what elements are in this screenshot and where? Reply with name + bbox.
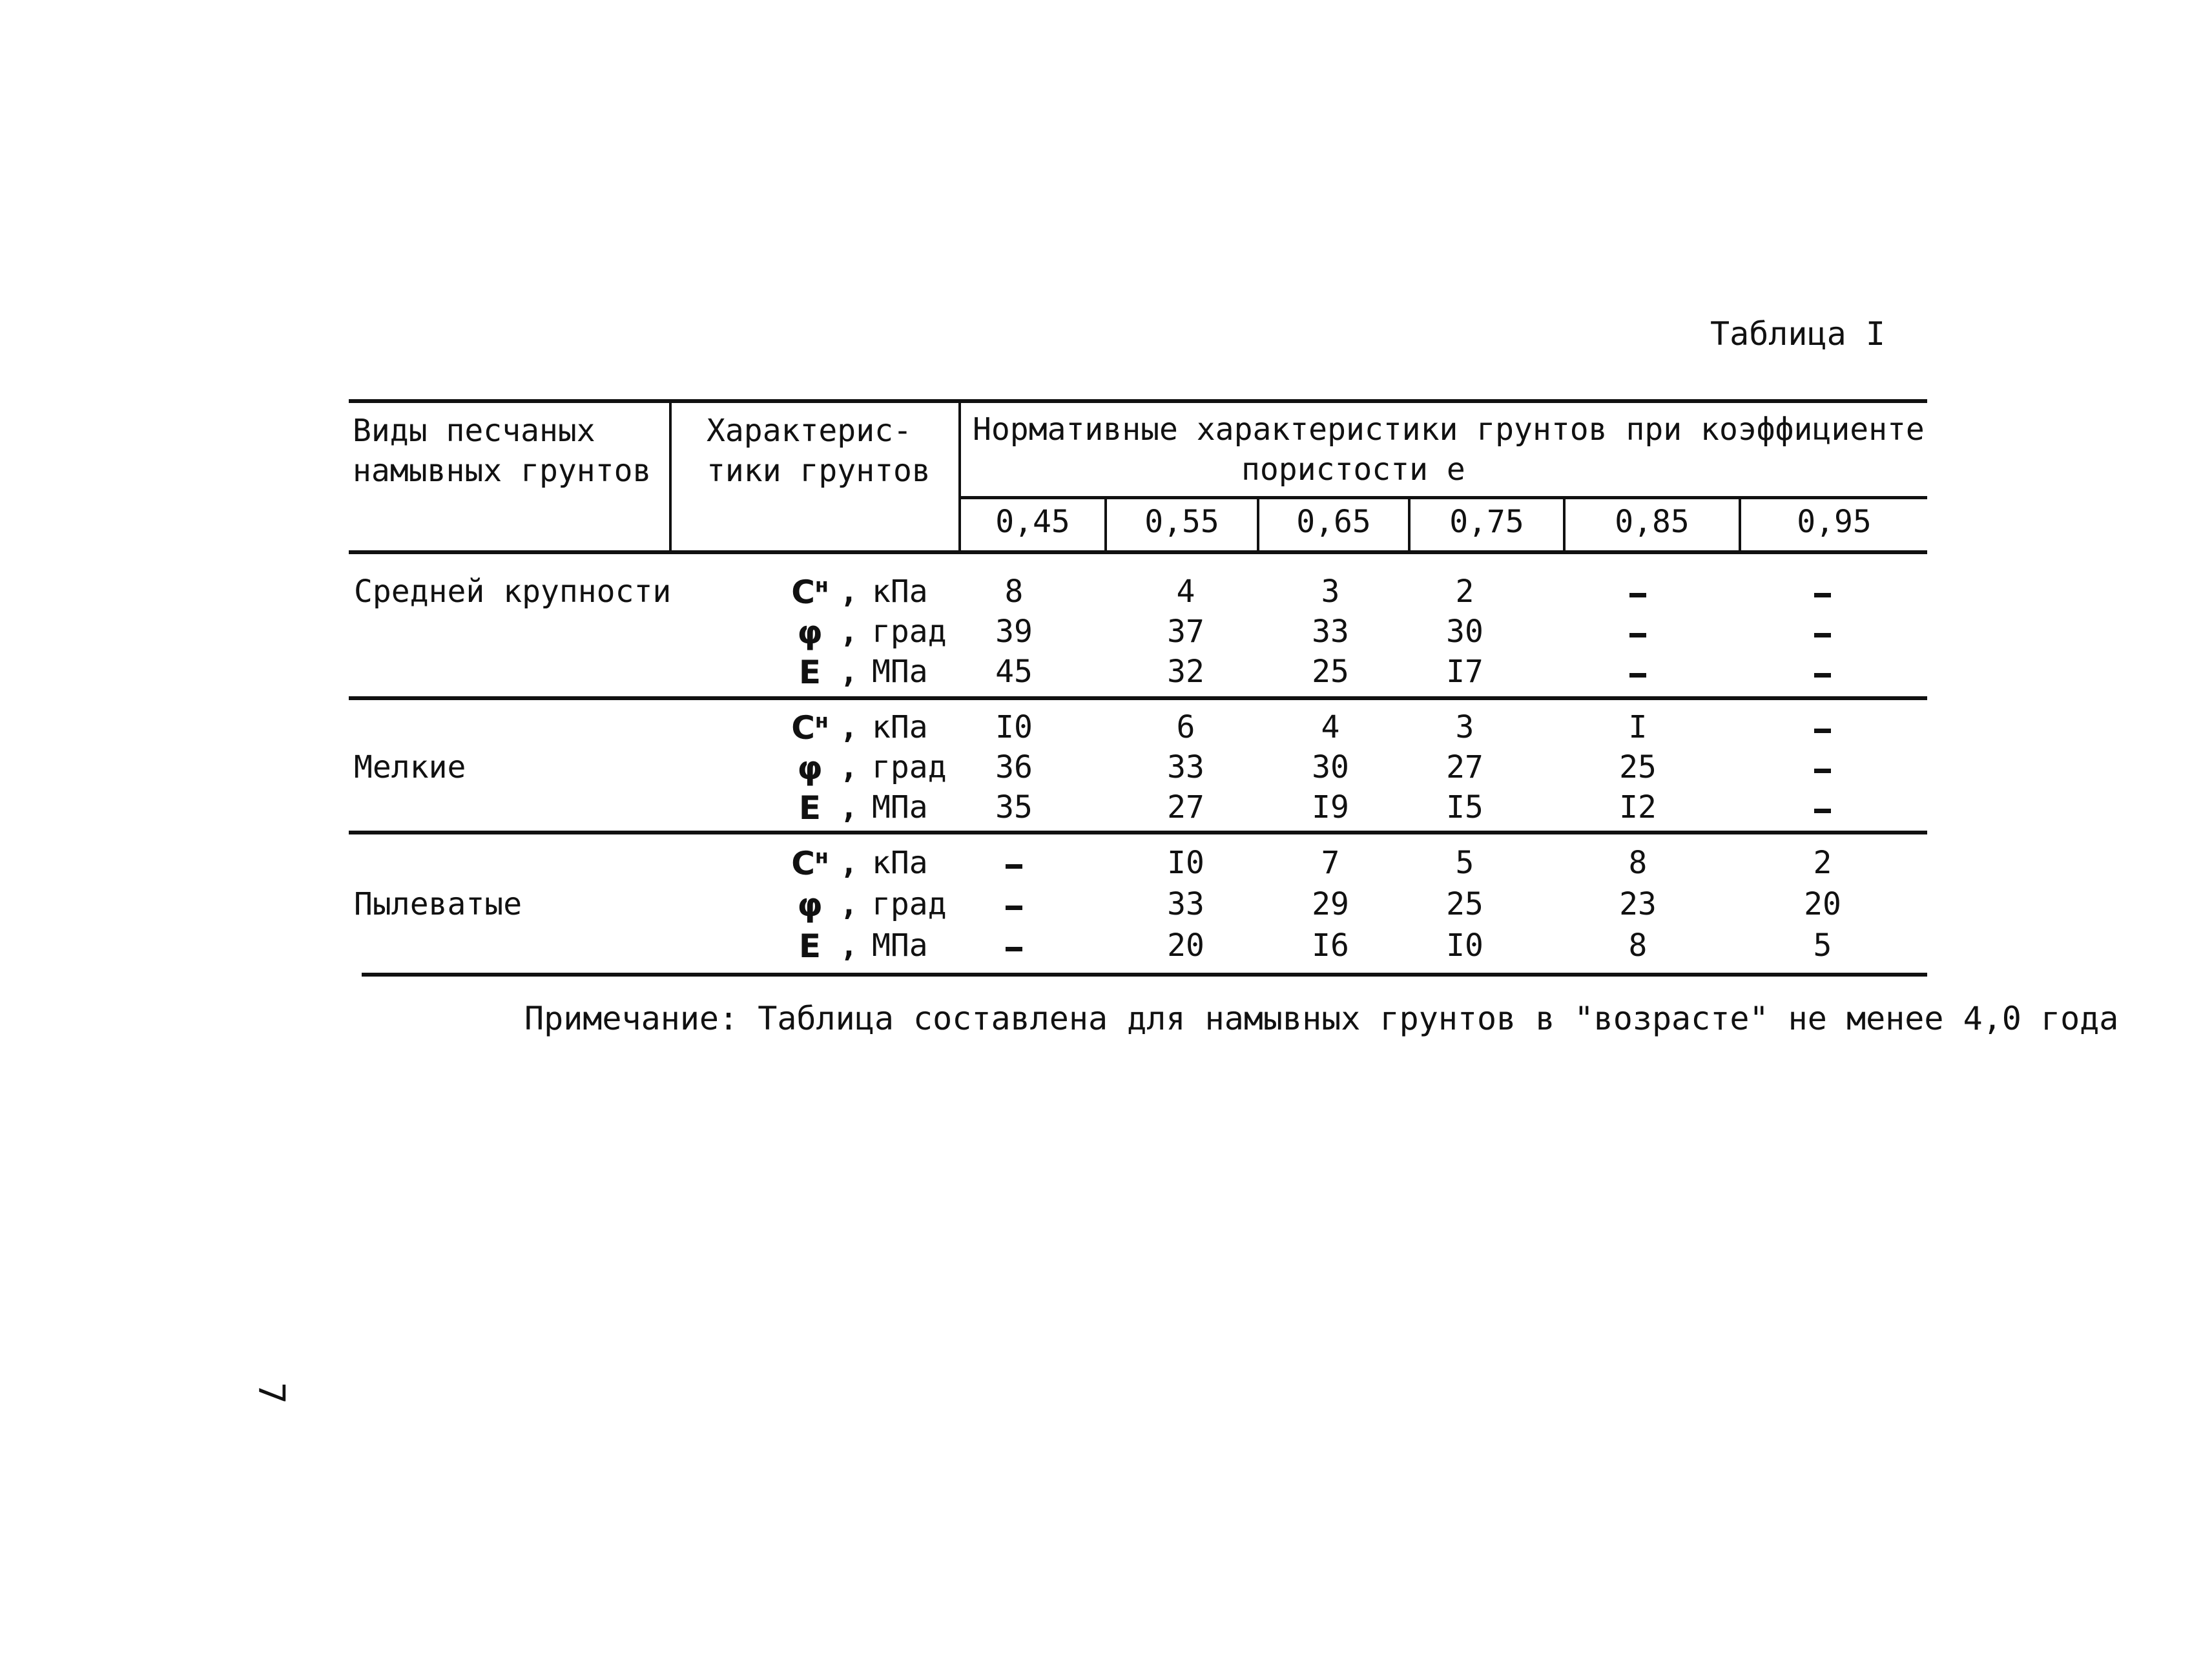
rule-group-2 (349, 831, 1927, 834)
table-cell: I6 (1312, 927, 1349, 964)
table-title: Таблица I (1710, 315, 1885, 353)
rule-top (349, 399, 1927, 403)
table-cell (969, 886, 1059, 922)
characteristic-symbol (789, 927, 831, 965)
header-characteristics-line1: Характерис- (707, 413, 912, 449)
table-cell (1777, 574, 1868, 610)
table-cell: 23 (1619, 886, 1657, 922)
characteristic-symbol (789, 749, 831, 787)
table-cell: 4 (1176, 574, 1195, 610)
symbol-text: Е (798, 654, 822, 691)
symbol-text: С (791, 574, 815, 611)
characteristic-unit: град (872, 886, 947, 922)
header-soil-types-line2: намывных грунтов (353, 453, 652, 489)
symbol-text: Е (798, 789, 822, 827)
characteristic-unit: МПа (872, 654, 928, 690)
table-cell: 37 (1167, 614, 1204, 650)
symbol-text: φ (797, 886, 823, 924)
table-cell (1593, 614, 1683, 650)
table-cell: 30 (1446, 614, 1483, 650)
table-cell (1777, 749, 1868, 785)
table-cell: 3 (1455, 709, 1474, 745)
symbol-text: φ (797, 614, 823, 651)
table-cell: 2 (1455, 574, 1474, 610)
coef-header: 0,75 (1449, 504, 1524, 540)
table-cell: 8 (1004, 574, 1024, 610)
table-cell: 33 (1167, 749, 1204, 785)
symbol-text: φ (797, 749, 823, 787)
table-cell: 45 (995, 654, 1033, 690)
table-cell: 2 (1813, 845, 1832, 881)
characteristic-unit: град (872, 614, 947, 650)
comma-separator: , (840, 654, 858, 690)
characteristic-symbol (789, 614, 831, 651)
table-cell: I0 (1446, 927, 1483, 964)
table-cell: 3 (1321, 574, 1340, 610)
table-cell: I7 (1446, 654, 1483, 690)
table-cell (969, 845, 1059, 881)
table-cell: 36 (995, 749, 1033, 785)
characteristic-symbol (789, 789, 831, 827)
table-cell: 30 (1312, 749, 1349, 785)
characteristic-symbol (789, 574, 831, 611)
comma-separator: , (840, 886, 858, 922)
comma-separator: , (840, 789, 858, 825)
coef-header: 0,65 (1296, 504, 1371, 540)
symbol-superscript: н (814, 710, 829, 733)
table-cell: 33 (1167, 886, 1204, 922)
table-cell: 27 (1446, 749, 1483, 785)
table-cell: 4 (1321, 709, 1340, 745)
coef-header: 0,55 (1144, 504, 1219, 540)
header-characteristics-line2: тики грунтов (707, 453, 931, 489)
table-cell (969, 927, 1059, 964)
table-cell (1777, 654, 1868, 690)
soil-group-name: Пылеватые (354, 886, 522, 922)
table-cell: I0 (995, 709, 1033, 745)
table-cell: 20 (1804, 886, 1841, 922)
coef-header: 0,45 (995, 504, 1070, 540)
soil-group-name: Средней крупности (354, 574, 672, 610)
table-cell: 20 (1167, 927, 1204, 964)
comma-separator: , (840, 709, 858, 745)
table-cell: 8 (1628, 927, 1648, 964)
comma-separator: , (840, 845, 858, 881)
table-cell (1777, 709, 1868, 745)
table-cell: 39 (995, 614, 1033, 650)
table-note: Примечание: Таблица составлена для намывных грунтов в "возрасте" не менее 4,0 года (524, 1000, 2119, 1037)
header-normative-line1: Нормативные характеристики грунтов при коэффициенте (973, 411, 1925, 448)
table-cell: 35 (995, 789, 1033, 825)
table-cell: I2 (1619, 789, 1657, 825)
rule-header-bottom (349, 550, 1927, 554)
soil-group-name: Мелкие (354, 749, 466, 785)
table-cell: 25 (1619, 749, 1657, 785)
table-cell: 8 (1628, 845, 1648, 881)
coef-header: 0,95 (1797, 504, 1872, 540)
table-cell: 25 (1446, 886, 1483, 922)
header-soil-types-line1: Виды песчаных (353, 413, 595, 449)
rule-group-1 (349, 696, 1927, 700)
table-cell (1593, 654, 1683, 690)
table-cell: I0 (1167, 845, 1204, 881)
comma-separator: , (840, 574, 858, 610)
header-normative-line2: пористости е (1241, 451, 1465, 488)
characteristic-unit: МПа (872, 927, 928, 964)
table-cell: 7 (1321, 845, 1340, 881)
vline-soil (669, 402, 672, 552)
comma-separator: , (840, 927, 858, 964)
page-number: 7 (250, 1382, 292, 1404)
symbol-superscript: н (814, 845, 829, 869)
symbol-superscript: н (814, 574, 829, 597)
table-cell: I9 (1312, 789, 1349, 825)
characteristic-unit: кПа (872, 574, 928, 610)
rule-bottom (362, 973, 1927, 977)
table-cell: 32 (1167, 654, 1204, 690)
comma-separator: , (840, 614, 858, 650)
characteristic-symbol (789, 886, 831, 924)
coef-header: 0,85 (1615, 504, 1690, 540)
characteristic-symbol (789, 709, 831, 747)
characteristic-symbol (789, 654, 831, 691)
characteristic-unit: кПа (872, 709, 928, 745)
symbol-text: С (791, 845, 815, 882)
table-cell: 5 (1455, 845, 1474, 881)
table-cell (1593, 574, 1683, 610)
table-cell: I5 (1446, 789, 1483, 825)
table-cell: 5 (1813, 927, 1832, 964)
table-cell (1777, 614, 1868, 650)
table-cell: 6 (1176, 709, 1195, 745)
characteristic-unit: МПа (872, 789, 928, 825)
characteristic-unit: кПа (872, 845, 928, 881)
comma-separator: , (840, 749, 858, 785)
table-cell: 29 (1312, 886, 1349, 922)
table-cell (1777, 789, 1868, 825)
characteristic-symbol (789, 845, 831, 882)
table-cell: I (1628, 709, 1648, 745)
table-cell: 25 (1312, 654, 1349, 690)
table-cell: 33 (1312, 614, 1349, 650)
symbol-text: С (791, 709, 815, 747)
symbol-text: Е (798, 927, 822, 965)
table-cell: 27 (1167, 789, 1204, 825)
characteristic-unit: град (872, 749, 947, 785)
